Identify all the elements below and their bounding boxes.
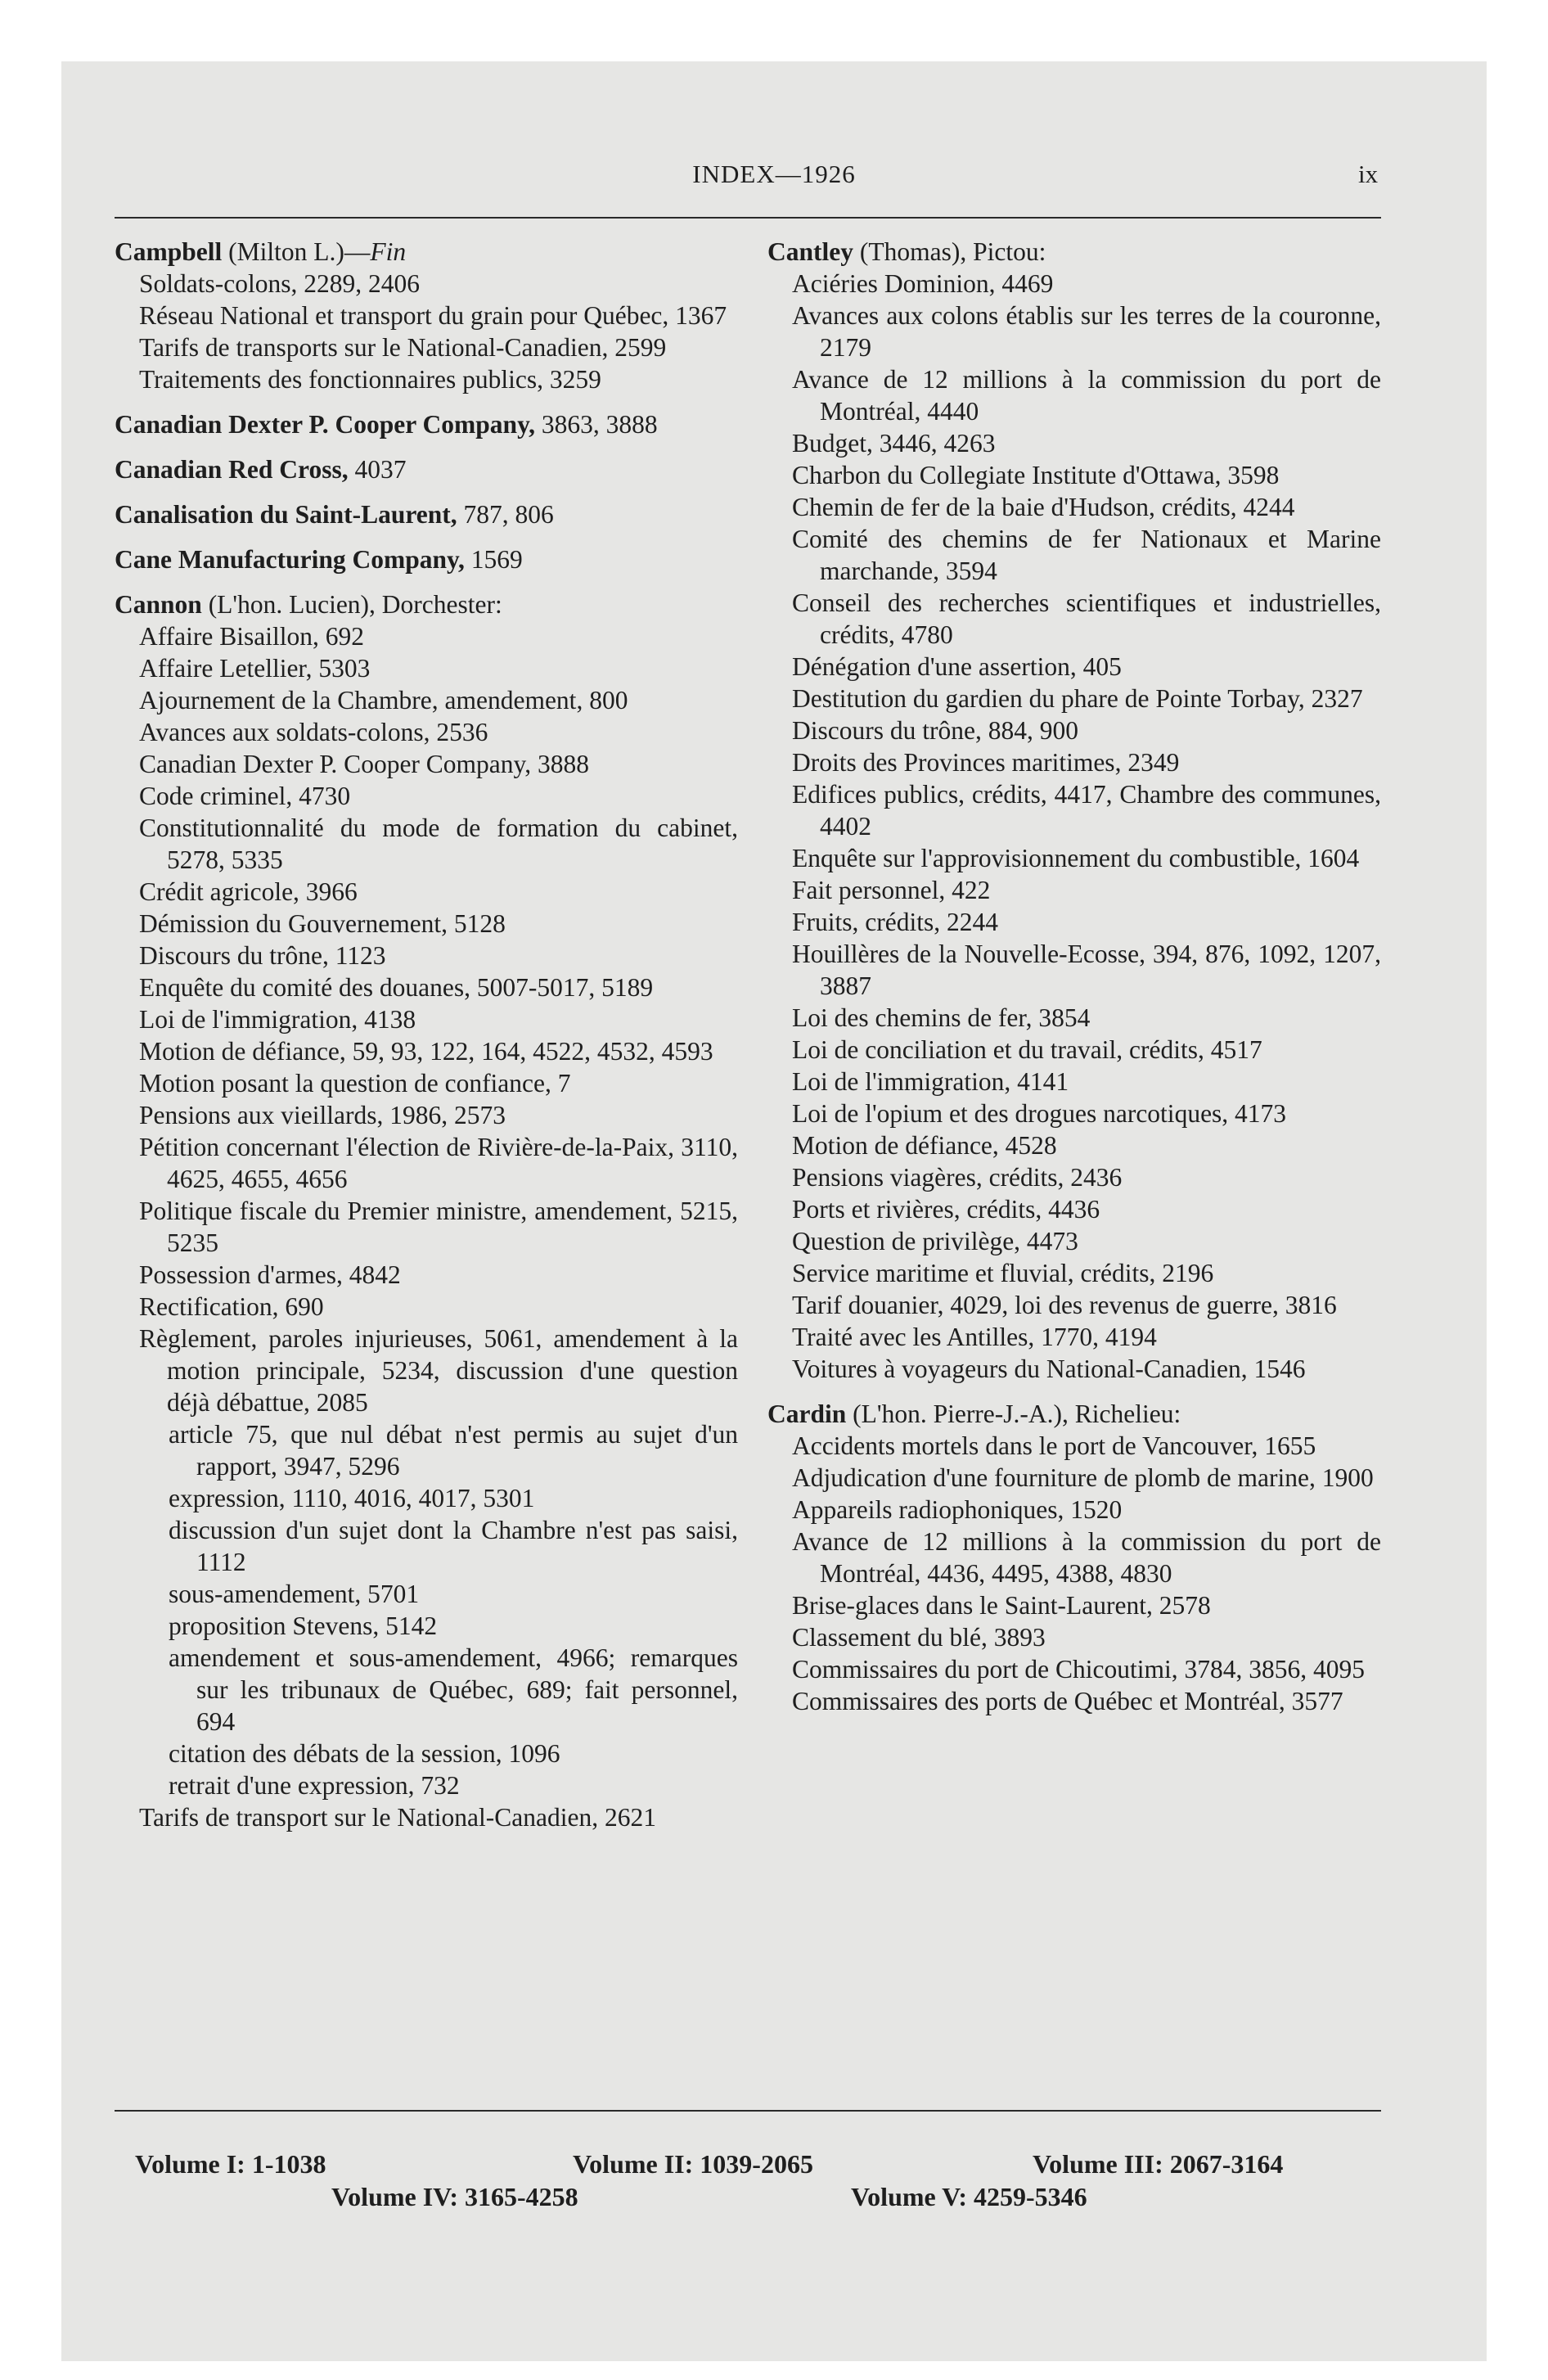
- sub-entry: Discours du trône, 884, 900: [792, 716, 1078, 745]
- entry-detail: 1569: [464, 545, 523, 574]
- sub-entry: Rectification, 690: [139, 1292, 324, 1321]
- header-rule: [115, 217, 1381, 219]
- sub-entry: Service maritime et fluvial, crédits, 2196: [792, 1259, 1214, 1287]
- entry-name: Canadian Red Cross,: [115, 455, 349, 484]
- volume-5-range: Volume V: 4259-5346: [851, 2182, 1087, 2211]
- page-header: [61, 160, 1487, 192]
- sub-sub-entry: amendement et sous-amendement, 4966; remarques sur les tribunaux de Québec, 689; fait personnel, 694: [169, 1643, 738, 1736]
- sub-entry: Edifices publics, crédits, 4417, Chambre des communes, 4402: [792, 780, 1381, 841]
- entry-name: Cannon: [115, 590, 202, 619]
- sub-entry: Droits des Provinces maritimes, 2349: [792, 748, 1180, 777]
- entry-heading: [115, 236, 738, 268]
- index-entry: [115, 543, 738, 575]
- sub-entry: Règlement, paroles injurieuses, 5061, amendement à la motion principale, 5234, discussion d'une question déjà débattue, 2085: [139, 1324, 738, 1417]
- sub-entry: Canadian Dexter P. Cooper Company, 3888: [139, 750, 589, 778]
- sub-entry: Accidents mortels dans le port de Vancouver, 1655: [792, 1431, 1316, 1460]
- entry-continued-label: Fin: [370, 237, 407, 266]
- sub-entry: Motion de défiance, 4528: [792, 1131, 1057, 1160]
- sub-sub-entry: sous-amendement, 5701: [169, 1580, 420, 1608]
- sub-entry: Tarifs de transports sur le National-Canadien, 2599: [139, 333, 667, 362]
- sub-entry: Commissaires des ports de Québec et Montréal, 3577: [792, 1687, 1343, 1715]
- sub-entry: Fruits, crédits, 2244: [792, 908, 998, 936]
- entry-detail: 3863, 3888: [534, 410, 658, 439]
- entry-heading: [767, 236, 1381, 268]
- index-entry: [115, 498, 738, 530]
- entry-heading: [115, 543, 738, 575]
- entry-detail: 4037: [348, 455, 407, 484]
- volume-4-range: Volume IV: 3165-4258: [331, 2182, 578, 2211]
- page-number: ix: [1358, 160, 1379, 188]
- sub-entry: Réseau National et transport du grain pour Québec, 1367: [139, 301, 727, 330]
- sub-entry: Charbon du Collegiate Institute d'Ottawa, 3598: [792, 461, 1280, 489]
- sub-entry: Voitures à voyageurs du National-Canadien, 1546: [792, 1355, 1306, 1383]
- entry-detail: (Thomas), Pictou:: [853, 237, 1046, 266]
- sub-entry: Traité avec les Antilles, 1770, 4194: [792, 1323, 1157, 1351]
- sub-entry: Brise-glaces dans le Saint-Laurent, 2578: [792, 1591, 1211, 1620]
- index-column-right: [767, 236, 1381, 1717]
- entry-detail: 787, 806: [457, 500, 554, 529]
- sub-entry: Commissaires du port de Chicoutimi, 3784, 3856, 4095: [792, 1655, 1365, 1684]
- sub-entry: Soldats-colons, 2289, 2406: [139, 269, 420, 298]
- sub-sub-entry: proposition Stevens, 5142: [169, 1611, 438, 1640]
- sub-entry: Ajournement de la Chambre, amendement, 800: [139, 686, 628, 714]
- entry-name: Cane Manufacturing Company,: [115, 545, 465, 574]
- sub-sub-entry: discussion d'un sujet dont la Chambre n'est pas saisi, 1112: [169, 1516, 738, 1576]
- sub-sub-entry: citation des débats de la session, 1096: [169, 1739, 560, 1768]
- sub-entry: Pensions aux vieillards, 1986, 2573: [139, 1101, 506, 1129]
- entry-name: Cantley: [767, 237, 853, 266]
- entry-heading: [115, 588, 738, 620]
- entry-detail: (L'hon. Lucien), Dorchester:: [201, 590, 502, 619]
- sub-entry: Avance de 12 millions à la commission du port de Montréal, 4436, 4495, 4388, 4830: [792, 1527, 1381, 1588]
- sub-entry: Traitements des fonctionnaires publics, 3259: [139, 365, 601, 394]
- entry-heading: [767, 1398, 1381, 1430]
- sub-entry: Houillères de la Nouvelle-Ecosse, 394, 876, 1092, 1207, 3887: [792, 940, 1381, 1000]
- sub-sub-entry: expression, 1110, 4016, 4017, 5301: [169, 1484, 535, 1512]
- volume-3-range: Volume III: 2067-3164: [1033, 2149, 1284, 2179]
- sub-entry: Motion de défiance, 59, 93, 122, 164, 4522, 4532, 4593: [139, 1037, 713, 1066]
- sub-sub-entry: retrait d'une expression, 732: [169, 1771, 460, 1800]
- index-column-left: [115, 236, 738, 1833]
- index-entry: [115, 408, 738, 440]
- sub-entry: Ports et rivières, crédits, 4436: [792, 1195, 1100, 1224]
- index-entry: [115, 453, 738, 485]
- sub-entry: Discours du trône, 1123: [139, 941, 386, 970]
- sub-entry: Loi de conciliation et du travail, crédits, 4517: [792, 1035, 1262, 1064]
- entry-name: Canadian Dexter P. Cooper Company,: [115, 410, 535, 439]
- index-entry: [115, 236, 738, 395]
- sub-entry: Tarifs de transport sur le National-Canadien, 2621: [139, 1803, 656, 1832]
- sub-entry: Enquête du comité des douanes, 5007-5017, 5189: [139, 973, 654, 1002]
- sub-sub-entry: article 75, que nul débat n'est permis au sujet d'un rapport, 3947, 5296: [169, 1420, 738, 1481]
- sub-entry: Code criminel, 4730: [139, 782, 351, 810]
- sub-entry: Loi des chemins de fer, 3854: [792, 1003, 1091, 1032]
- sub-entry: Loi de l'opium et des drogues narcotiques, 4173: [792, 1099, 1287, 1128]
- sub-entry: Appareils radiophoniques, 1520: [792, 1495, 1123, 1524]
- running-title: INDEX—1926: [692, 160, 856, 188]
- volume-1-range: Volume I: 1-1038: [135, 2149, 326, 2179]
- sub-entry: Aciéries Dominion, 4469: [792, 269, 1054, 298]
- entry-name: Campbell: [115, 237, 223, 266]
- sub-entry: Possession d'armes, 4842: [139, 1260, 401, 1289]
- sub-entry: Comité des chemins de fer Nationaux et Marine marchande, 3594: [792, 525, 1381, 585]
- sub-entry: Loi de l'immigration, 4141: [792, 1067, 1069, 1096]
- sub-entry: Loi de l'immigration, 4138: [139, 1005, 416, 1034]
- index-entry: [767, 1398, 1381, 1717]
- sub-entry: Pétition concernant l'élection de Rivière-de-la-Paix, 3110, 4625, 4655, 4656: [139, 1133, 738, 1193]
- sub-entry: Tarif douanier, 4029, loi des revenus de guerre, 3816: [792, 1291, 1337, 1319]
- sub-entry: Question de privilège, 4473: [792, 1227, 1078, 1255]
- entry-name: Cardin: [767, 1400, 847, 1428]
- entry-detail: (L'hon. Pierre-J.-A.), Richelieu:: [846, 1400, 1181, 1428]
- index-entry: [767, 236, 1381, 1385]
- entry-heading: [115, 498, 738, 530]
- entry-heading: [115, 453, 738, 485]
- sub-entry: Enquête sur l'approvisionnement du combustible, 1604: [792, 844, 1360, 872]
- entry-name: Canalisation du Saint-Laurent,: [115, 500, 457, 529]
- sub-entry: Politique fiscale du Premier ministre, amendement, 5215, 5235: [139, 1197, 738, 1257]
- sub-entry: Affaire Bisaillon, 692: [139, 622, 364, 651]
- index-entry: [115, 588, 738, 1833]
- sub-entry: Crédit agricole, 3966: [139, 877, 358, 906]
- sub-entry: Avances aux colons établis sur les terres de la couronne, 2179: [792, 301, 1381, 362]
- footer-rule: [115, 2110, 1381, 2112]
- sub-entry: Constitutionnalité du mode de formation du cabinet, 5278, 5335: [139, 814, 738, 874]
- sub-entry: Classement du blé, 3893: [792, 1623, 1046, 1652]
- sub-entry: Dénégation d'une assertion, 405: [792, 652, 1122, 681]
- sub-entry: Destitution du gardien du phare de Pointe Torbay, 2327: [792, 684, 1363, 713]
- volume-2-range: Volume II: 1039-2065: [573, 2149, 813, 2179]
- sub-entry: Avances aux soldats-colons, 2536: [139, 718, 488, 746]
- sub-entry: Motion posant la question de confiance, 7: [139, 1069, 571, 1098]
- sub-entry: Fait personnel, 422: [792, 876, 991, 904]
- sub-entry: Budget, 3446, 4263: [792, 429, 996, 458]
- sub-entry: Avance de 12 millions à la commission du port de Montréal, 4440: [792, 365, 1381, 426]
- sub-entry: Adjudication d'une fourniture de plomb de marine, 1900: [792, 1463, 1374, 1492]
- sub-entry: Conseil des recherches scientifiques et industrielles, crédits, 4780: [792, 588, 1381, 649]
- entry-heading: [115, 408, 738, 440]
- sub-entry: Affaire Letellier, 5303: [139, 654, 371, 683]
- sub-entry: Démission du Gouvernement, 5128: [139, 909, 506, 938]
- entry-detail: (Milton L.)—: [222, 237, 371, 266]
- sub-entry: Pensions viagères, crédits, 2436: [792, 1163, 1123, 1192]
- sub-entry: Chemin de fer de la baie d'Hudson, crédits, 4244: [792, 493, 1295, 521]
